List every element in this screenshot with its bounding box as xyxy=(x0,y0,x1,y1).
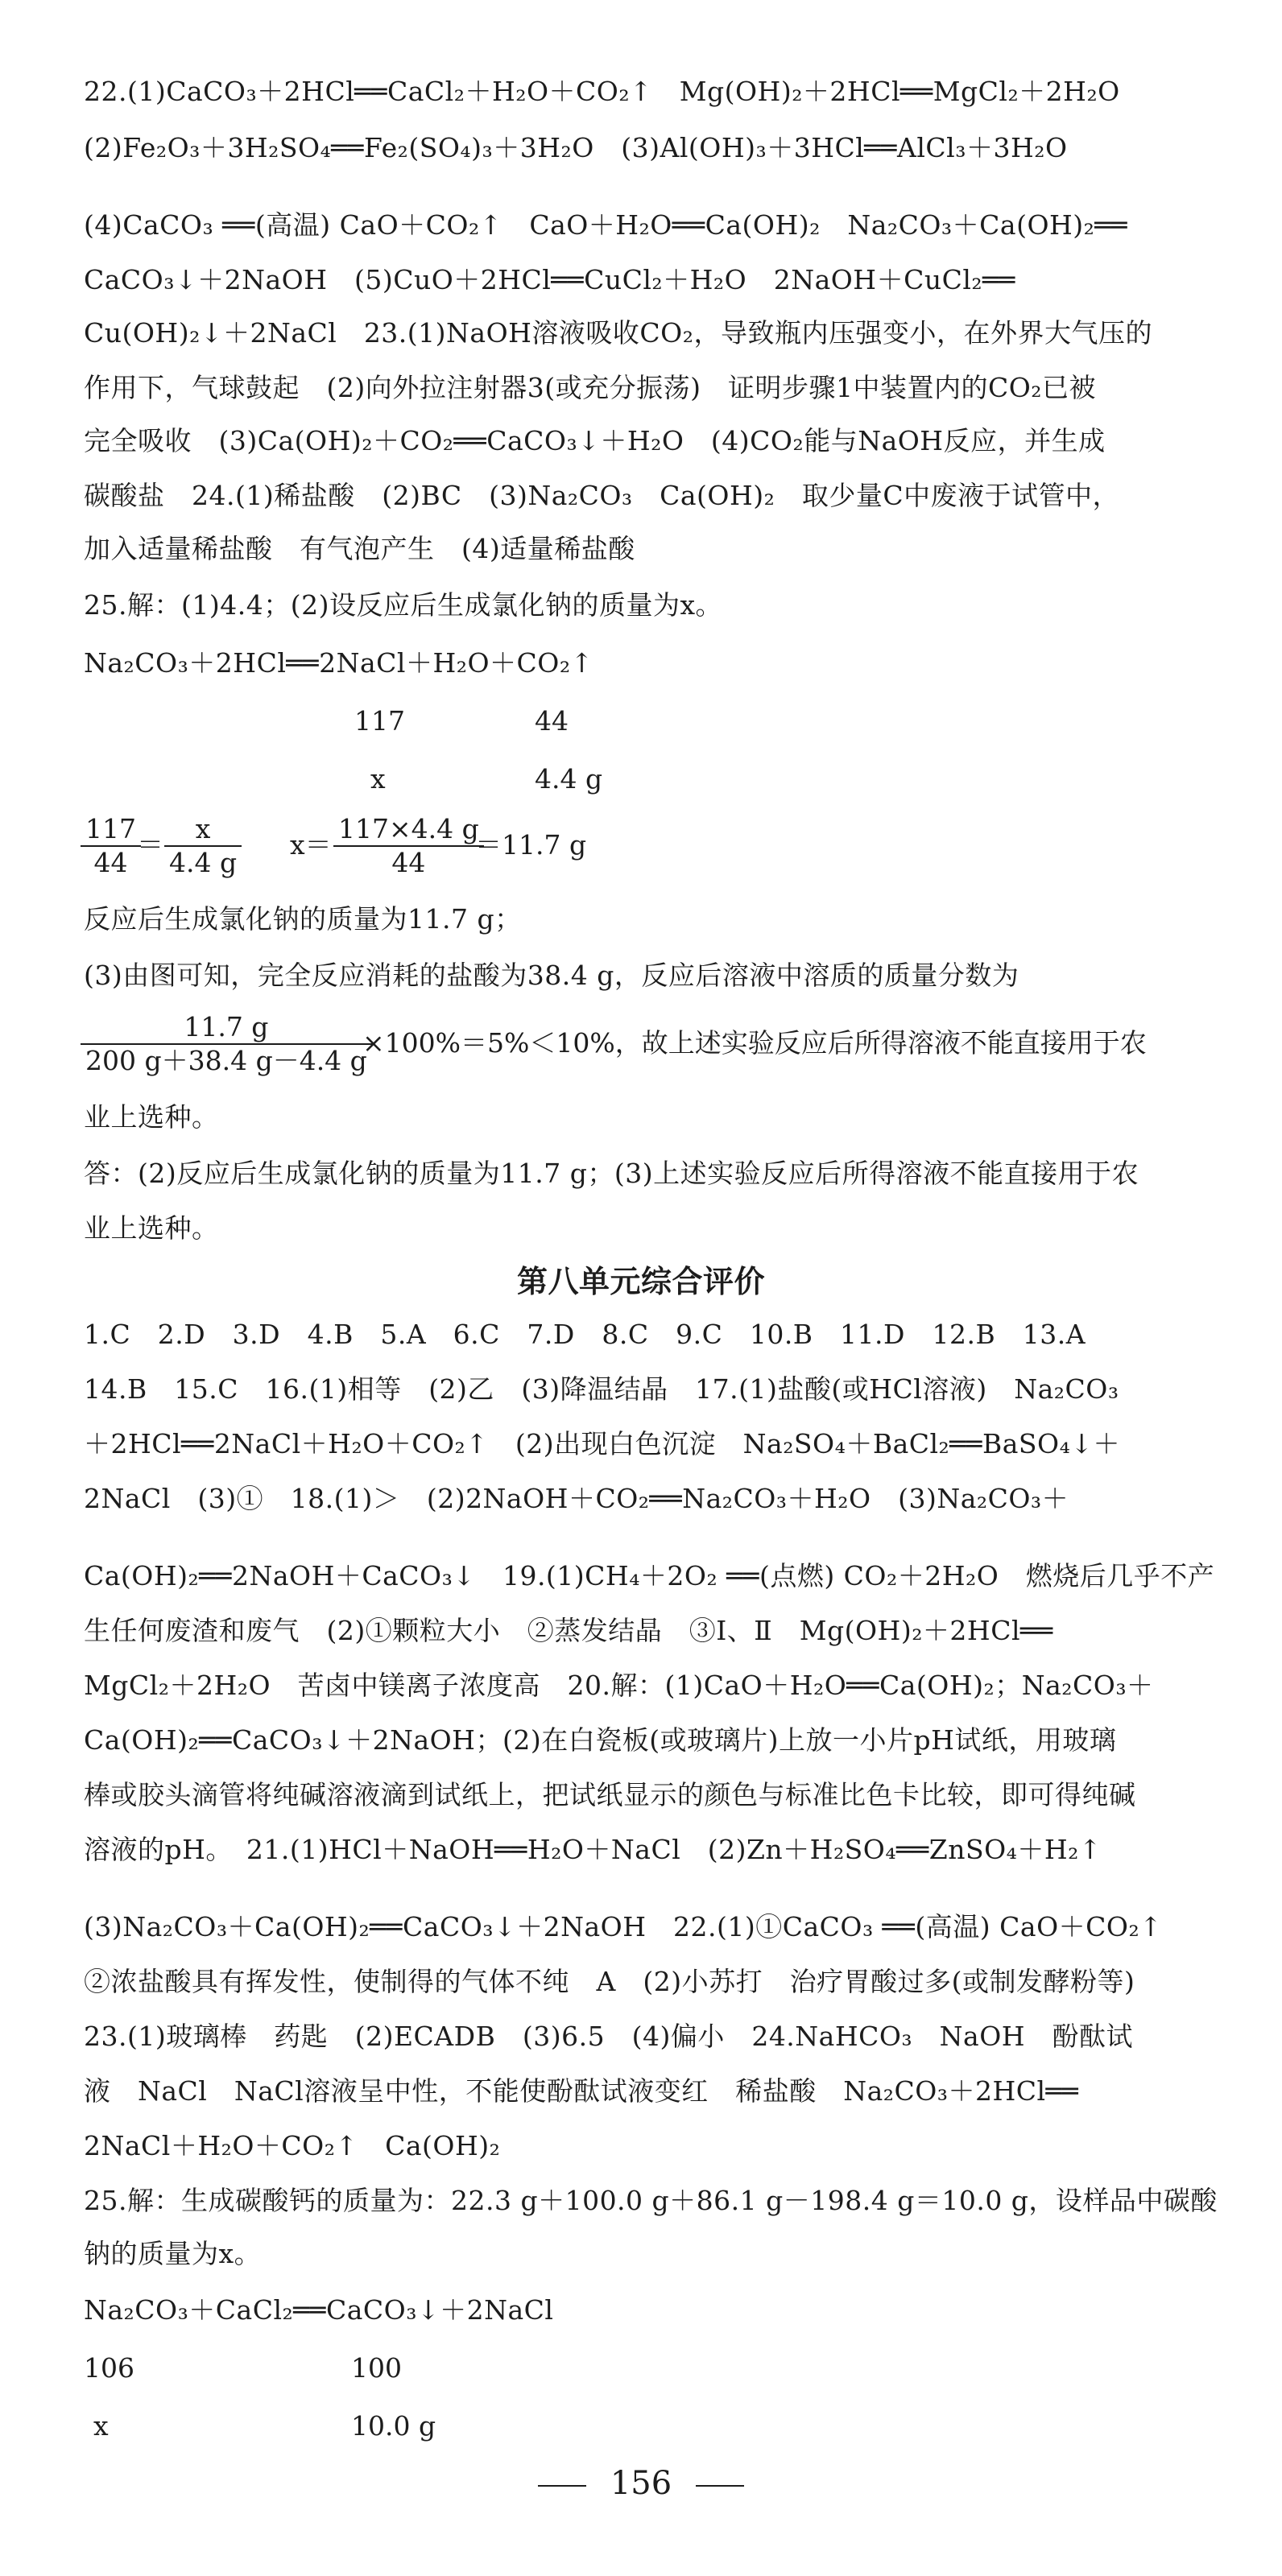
equation-line: Na₂CO₃＋CaCl₂══CaCO₃↓＋2NaCl xyxy=(84,2294,554,2326)
fraction-denominator: 200 g＋38.4 g－4.4 g xyxy=(85,1045,367,1076)
text-line: 2NaCl＋H₂O＋CO₂↑ Ca(OH)₂ xyxy=(84,2130,501,2161)
text-line: 液 NaCl NaCl溶液呈中性，不能使酚酞试液变红 稀盐酸 Na₂CO₃＋2HCl══ xyxy=(84,2075,1079,2107)
text-line: MgCl₂＋2H₂O 苦卤中镁离子浓度高 20.解：(1)CaO＋H₂O══Ca(OH)₂；Na₂CO₃＋ xyxy=(84,1670,1154,1701)
text-line: (4)CaCO₃ ══(高温) CaO＋CO₂↑ CaO＋H₂O══Ca(OH)₂ Na₂CO₃＋Ca(OH)₂══ xyxy=(84,209,1128,241)
fraction-ratio-c xyxy=(333,813,484,879)
text-line: 25.解：(1)4.4；(2)设反应后生成氯化钠的质量为x。 xyxy=(84,589,723,621)
section-title: 第八单元综合评价 xyxy=(516,1264,765,1299)
fraction-denominator: 4.4 g xyxy=(169,847,238,878)
text-line: 业上选种。 xyxy=(84,1101,219,1133)
equation-line: Na₂CO₃＋2HCl══2NaCl＋H₂O＋CO₂↑ xyxy=(84,647,593,679)
text-line: (2)Fe₂O₃＋3H₂SO₄══Fe₂(SO₄)₃＋3H₂O (3)Al(OH)₃＋3HCl══AlCl₃＋3H₂O xyxy=(84,132,1068,163)
text-line: Cu(OH)₂↓＋2NaCl 23.(1)NaOH溶液吸收CO₂，导致瓶内压强变小，在外界大气压的 xyxy=(84,317,1152,349)
text-line: 22.(1)CaCO₃＋2HCl══CaCl₂＋H₂O＋CO₂↑ Mg(OH)₂＋2HCl══MgCl₂＋2H₂O xyxy=(84,76,1120,107)
fraction-numerator: 117 xyxy=(81,813,141,847)
equals-sign: ＝ xyxy=(137,829,163,861)
unknown-var: x xyxy=(93,2410,109,2442)
x-equals: x＝ xyxy=(290,829,332,861)
fraction-mass-percent xyxy=(81,1011,372,1077)
page-number-value: 156 xyxy=(610,2465,672,2502)
text-line: ＋2HCl══2NaCl＋H₂O＋CO₂↑ (2)出现白色沉淀 Na₂SO₄＋BaCl₂══BaSO₄↓＋ xyxy=(84,1428,1120,1459)
molar-mass-1: 106 xyxy=(84,2352,134,2384)
fraction-denominator: 44 xyxy=(93,847,128,878)
text-line: 反应后生成氯化钠的质量为11.7 g； xyxy=(84,903,522,935)
text-line: 碳酸盐 24.(1)稀盐酸 (2)BC (3)Na₂CO₃ Ca(OH)₂ 取少量C中废液于试管中， xyxy=(84,480,1120,511)
text-line: 23.(1)玻璃棒 药匙 (2)ECADB (3)6.5 (4)偏小 24.NaHCO₃ NaOH 酚酞试 xyxy=(84,2021,1134,2052)
unknown-var: x xyxy=(370,763,386,795)
text-line: 加入适量稀盐酸 有气泡产生 (4)适量稀盐酸 xyxy=(84,533,635,564)
page-number xyxy=(0,2463,1282,2504)
molar-mass-2: 100 xyxy=(351,2352,402,2384)
text-line: (3)由图可知，完全反应消耗的盐酸为38.4 g，反应后溶液中溶质的质量分数为 xyxy=(84,960,1019,991)
molar-mass-2: 44 xyxy=(535,705,569,737)
text-line: 1.C 2.D 3.D 4.B 5.A 6.C 7.D 8.C 9.C 10.B 11.D 12.B 13.A xyxy=(84,1319,1086,1350)
text-line: 钠的质量为x。 xyxy=(84,2238,262,2269)
text-line: 棒或胶头滴管将纯碱溶液滴到试纸上，把试纸显示的颜色与标准比色卡比较，即可得纯碱 xyxy=(84,1779,1136,1810)
fraction-numerator: x xyxy=(164,813,242,847)
text-line: CaCO₃↓＋2NaOH (5)CuO＋2HCl══CuCl₂＋H₂O 2NaOH＋CuCl₂══ xyxy=(84,264,1015,295)
percent-result: ×100%＝5%＜10%，故上述实验反应后所得溶液不能直接用于农 xyxy=(362,1027,1147,1059)
text-line: Ca(OH)₂══CaCO₃↓＋2NaOH；(2)在白瓷板(或玻璃片)上放一小片pH试纸，用玻璃 xyxy=(84,1724,1117,1756)
text-line: 溶液的pH。 21.(1)HCl＋NaOH══H₂O＋NaCl (2)Zn＋H₂SO₄══ZnSO₄＋H₂↑ xyxy=(84,1834,1102,1865)
text-line: 作用下，气球鼓起 (2)向外拉注射器3(或充分振荡) 证明步骤1中装置内的CO₂已被 xyxy=(84,372,1097,403)
fraction-ratio-a xyxy=(81,813,141,879)
fraction-numerator: 117×4.4 g xyxy=(333,813,484,847)
text-line: 答：(2)反应后生成氯化钠的质量为11.7 g；(3)上述实验反应后所得溶液不能直接用于农 xyxy=(84,1158,1139,1189)
text-line: 14.B 15.C 16.(1)相等 (2)乙 (3)降温结晶 17.(1)盐酸(或HCl溶液) Na₂CO₃ xyxy=(84,1373,1119,1405)
text-line: 25.解：生成碳酸钙的质量为：22.3 g＋100.0 g＋86.1 g－198.4 g＝10.0 g，设样品中碳酸 xyxy=(84,2185,1218,2216)
text-line: 生任何废渣和废气 (2)①颗粒大小 ②蒸发结晶 ③Ⅰ、Ⅱ Mg(OH)₂＋2HCl══ xyxy=(84,1615,1053,1646)
result-value: ＝11.7 g xyxy=(475,829,587,861)
text-line: 完全吸收 (3)Ca(OH)₂＋CO₂══CaCO₃↓＋H₂O (4)CO₂能与NaOH反应，并生成 xyxy=(84,425,1106,456)
page-number-dash xyxy=(538,2485,586,2487)
known-value: 4.4 g xyxy=(535,763,603,795)
fraction-numerator: 11.7 g xyxy=(81,1011,372,1045)
text-line: 2NaCl (3)① 18.(1)＞ (2)2NaOH＋CO₂══Na₂CO₃＋H₂O (3)Na₂CO₃＋ xyxy=(84,1483,1069,1514)
text-line: ②浓盐酸具有挥发性，使制得的气体不纯 A (2)小苏打 治疗胃酸过多(或制发酵粉等) xyxy=(84,1966,1135,1997)
known-value: 10.0 g xyxy=(351,2410,436,2442)
text-line: (3)Na₂CO₃＋Ca(OH)₂══CaCO₃↓＋2NaOH 22.(1)①CaCO₃ ══(高温) CaO＋CO₂↑ xyxy=(84,1911,1163,1942)
fraction-ratio-b xyxy=(164,813,242,879)
molar-mass-1: 117 xyxy=(354,705,405,737)
text-line: 业上选种。 xyxy=(84,1212,219,1244)
fraction-denominator: 44 xyxy=(391,847,426,878)
text-line: Ca(OH)₂══2NaOH＋CaCO₃↓ 19.(1)CH₄＋2O₂ ══(点燃) CO₂＋2H₂O 燃烧后几乎不产 xyxy=(84,1560,1215,1591)
page-number-dash xyxy=(696,2485,744,2487)
